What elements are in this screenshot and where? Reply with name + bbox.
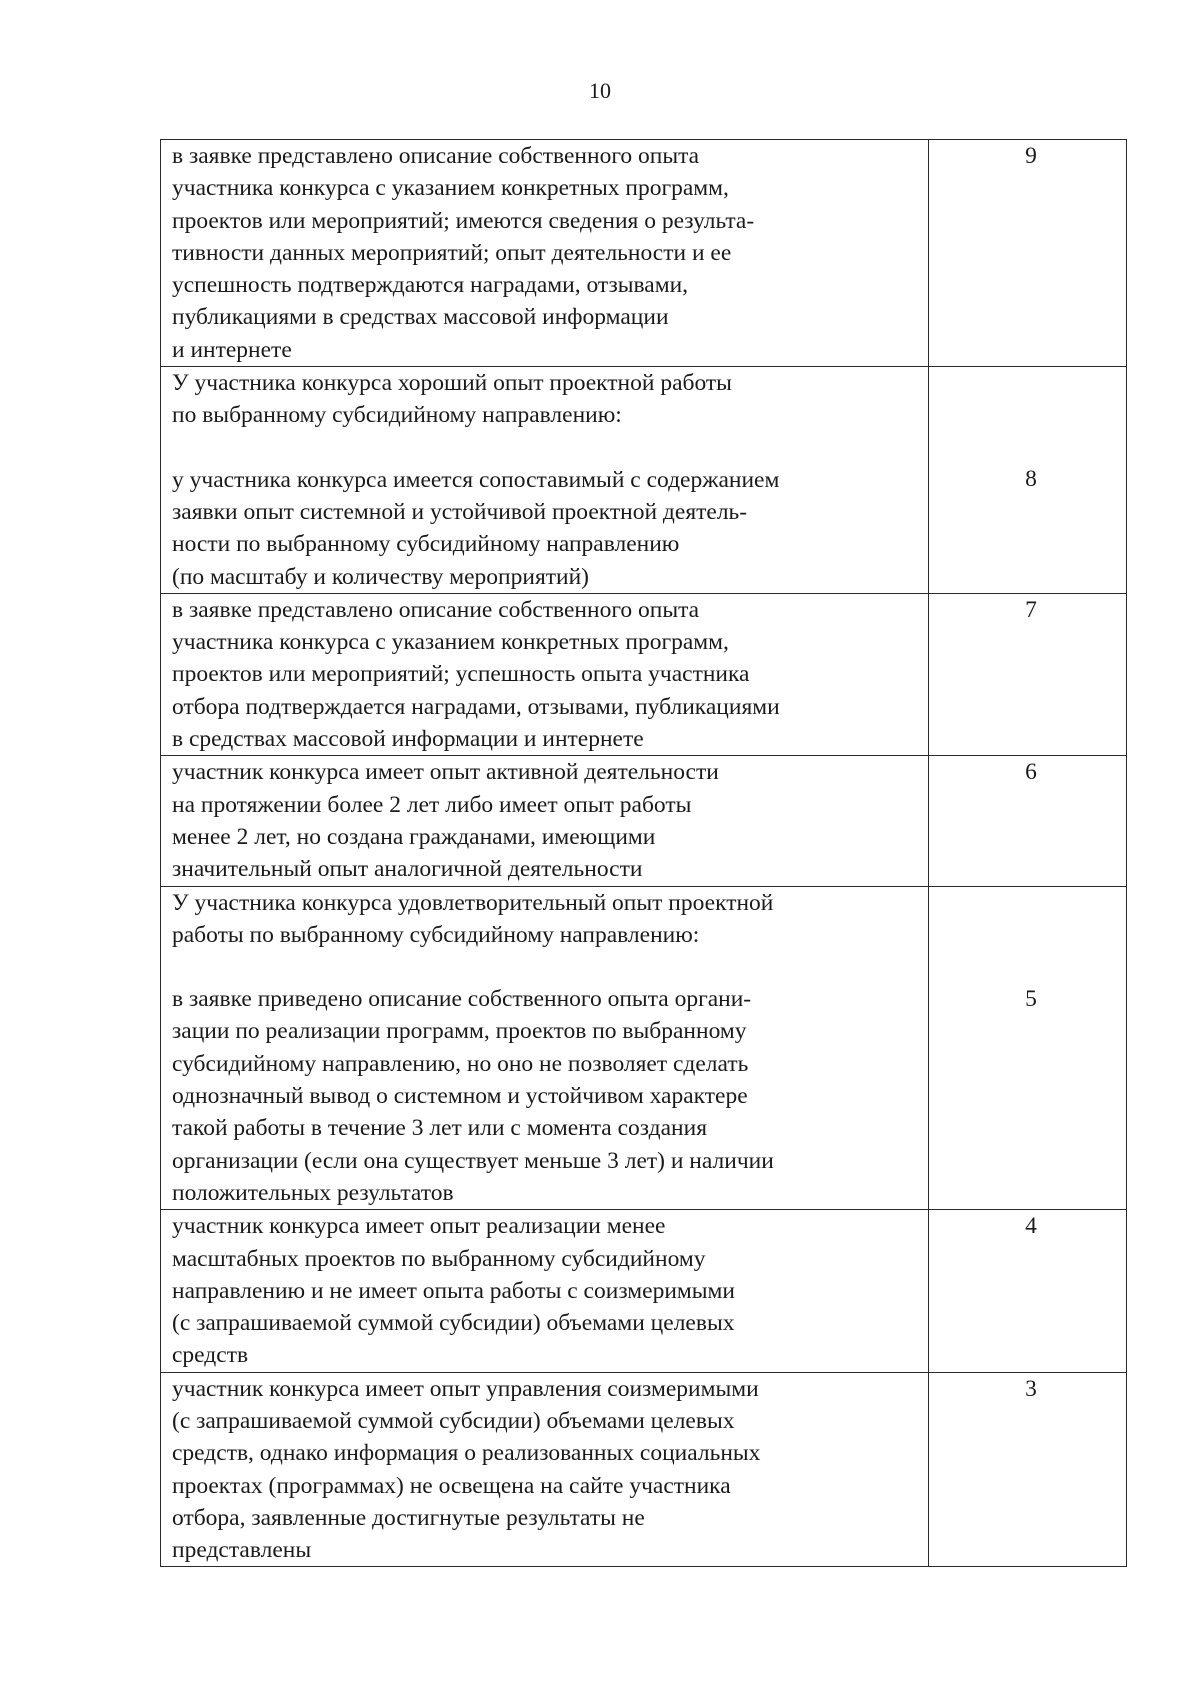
criterion-text: у участника конкурса имеется сопоставимый с содержанием заявки опыт системной и устойчивой проектной деятель- ности по выбранному субсидийному направлению (по масштабу и количеству мероприятий) xyxy=(172,466,780,590)
score-cell xyxy=(929,886,1127,1210)
table-row xyxy=(161,1372,1127,1567)
score-value: 3 xyxy=(1025,1375,1037,1402)
score-value: 5 xyxy=(1025,985,1037,1012)
score-value: 4 xyxy=(1025,1213,1037,1240)
criterion-description xyxy=(161,367,929,594)
criterion-description xyxy=(161,1210,929,1372)
score-cell xyxy=(929,140,1127,367)
score-cell xyxy=(929,367,1127,594)
score-cell xyxy=(929,756,1127,886)
criterion-description xyxy=(161,1372,929,1567)
score-cell xyxy=(929,593,1127,755)
score-value: 7 xyxy=(1025,596,1037,623)
table-row xyxy=(161,886,1127,1210)
criterion-group-header: У участника конкурса хороший опыт проектной работы по выбранному субсидийному направлению: xyxy=(172,370,732,429)
criteria-table xyxy=(160,139,1127,1567)
score-cell xyxy=(929,1372,1127,1567)
table-row xyxy=(161,140,1127,367)
criterion-text: участник конкурса имеет опыт реализации менее масштабных проектов по выбранному субсидийному направлению и не имеет опыта работы с соизмеримыми (с запрашиваемой суммой субсидии) объемами целевых средств xyxy=(172,1213,736,1369)
criterion-text: в заявке представлено описание собственного опыта участника конкурса с указанием конкретных программ, проектов или мероприятий; имеются сведения о результа- тивности данных мероприятий; опыт деятельности и ее успешность подтверждаются наградами, отзывами, публикациями в средствах массовой информации и интернете xyxy=(172,143,755,363)
page-number: 10 xyxy=(589,78,611,103)
criterion-description xyxy=(161,886,929,1210)
criterion-text: в заявке приведено описание собственного опыта органи- зации по реализации программ, проектов по выбранному субсидийному направлению, но оно не позволяет сделать однозначный вывод о системном и устойчивом характере такой работы в течение 3 лет или с момента создания организации (если она существует меньше 3 лет) и наличии положительных результатов xyxy=(172,986,774,1206)
score-value: 8 xyxy=(1025,466,1037,493)
criterion-group-header: У участника конкурса удовлетворительный опыт проектной работы по выбранному субсидийному направлению: xyxy=(172,889,774,948)
criterion-description xyxy=(161,756,929,886)
table-row xyxy=(161,1210,1127,1372)
criterion-text: участник конкурса имеет опыт активной деятельности на протяжении более 2 лет либо имеет опыт работы менее 2 лет, но создана гражданами, имеющими значительный опыт аналогичной деятельности xyxy=(172,759,719,883)
table-row xyxy=(161,367,1127,594)
table-row xyxy=(161,593,1127,755)
score-value: 6 xyxy=(1025,759,1037,786)
criterion-text: в заявке представлено описание собственного опыта участника конкурса с указанием конкретных программ, проектов или мероприятий; успешность опыта участника отбора подтверждается наградами, отзывами, публикациями в средствах массовой информации и интернете xyxy=(172,596,780,753)
criterion-description xyxy=(161,140,929,367)
table-row xyxy=(161,756,1127,886)
score-value: 9 xyxy=(1025,143,1037,169)
criterion-text: участник конкурса имеет опыт управления соизмеримыми (с запрашиваемой суммой субсидии) объемами целевых средств, однако информация о реализованных социальных проектах (программах) не освещена на сайте участника отбора, заявленные достигнутые результаты не представлены xyxy=(172,1375,761,1564)
score-cell xyxy=(929,1210,1127,1372)
criterion-description xyxy=(161,593,929,755)
